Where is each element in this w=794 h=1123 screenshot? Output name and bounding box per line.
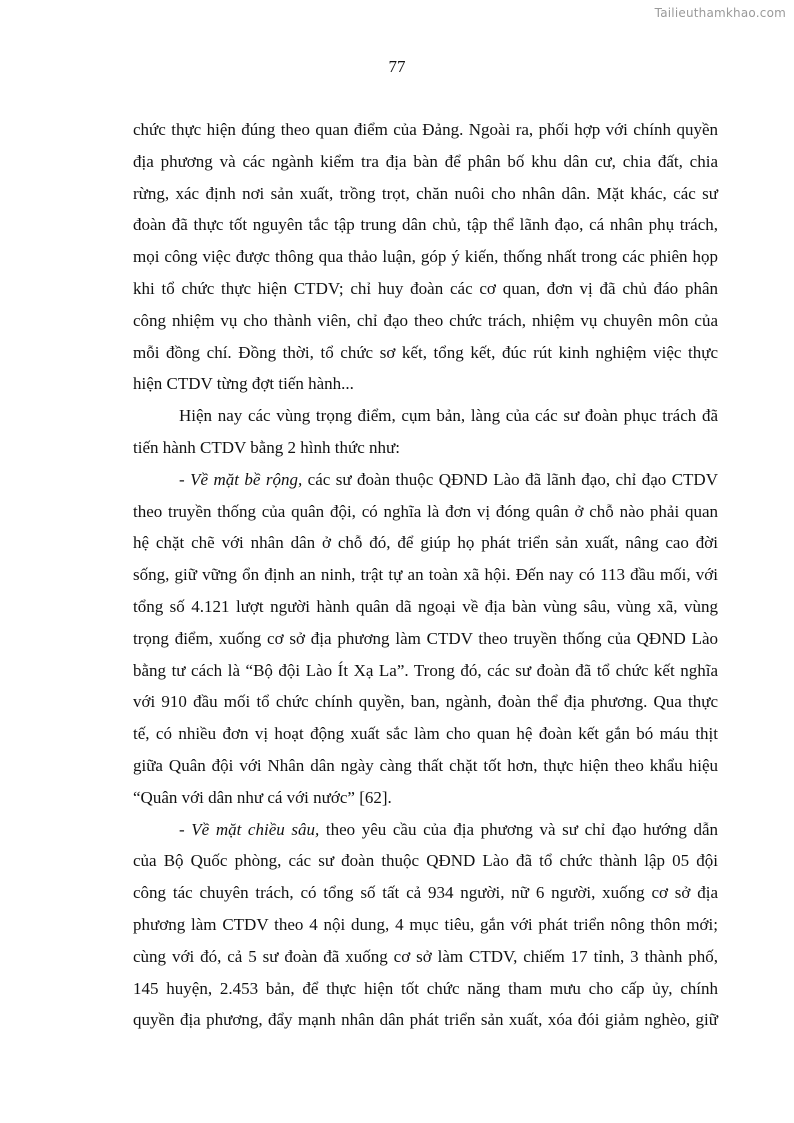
text-line: quyền địa phương, đẩy mạnh nhân dân phát triển sản xuất, xóa đói giảm nghèo, giữ xyxy=(133,1010,718,1030)
text-line: bằng tư cách là “Bộ đội Lào Ít Xạ La”. Trong đó, các sư đoàn đã tổ chức kết nghĩa xyxy=(133,660,718,680)
text-line: giữa Quân đội với Nhân dân ngày càng thất chặt tốt hơn, thực hiện theo khẩu hiệu xyxy=(133,755,718,775)
page-number: 77 xyxy=(388,57,406,76)
text-line: hệ chặt chẽ với nhân dân ở chỗ đó, để giúp họ phát triển sản xuất, nâng cao đời xyxy=(133,533,718,553)
text-line: tế, có nhiều đơn vị hoạt động xuất sắc làm cho quan hệ đoàn kết gắn bó máu thịt xyxy=(133,724,718,744)
text-line xyxy=(133,814,718,846)
italic-lead: - Về mặt chiều sâu, xyxy=(179,819,320,839)
text-line xyxy=(133,464,718,496)
text-line: mỗi đồng chí. Đồng thời, tổ chức sơ kết, tổng kết, đúc rút kinh nghiệm việc thực xyxy=(133,342,718,362)
text-line: công tác chuyên trách, có tổng số tất cả 934 người, nữ 6 người, xuống cơ sở địa xyxy=(133,883,718,903)
text-line: địa phương và các ngành kiểm tra địa bàn để phân bố khu dân cư, chia đất, chia xyxy=(133,151,718,171)
text-line: đoàn đã thực tốt nguyên tắc tập trung dân chủ, tập thể lãnh đạo, cá nhân phụ trách, xyxy=(133,215,718,235)
text-run: các sư đoàn thuộc QĐND Lào đã lãnh đạo, chỉ đạo CTDV xyxy=(302,469,718,489)
text-line: tổng số 4.121 lượt người hành quân dã ngoại về địa bàn vùng sâu, vùng xã, vùng xyxy=(133,596,718,616)
text-line: công nhiệm vụ cho thành viên, chỉ đạo theo chức trách, nhiệm vụ chuyên môn của xyxy=(133,310,718,330)
text-line: theo truyền thống của quân đội, có nghĩa là đơn vị đóng quân ở chỗ nào phải quan xyxy=(133,501,718,521)
text-line: phương làm CTDV theo 4 nội dung, 4 mục tiêu, gắn với phát triển nông thôn mới; xyxy=(133,914,718,934)
text-line: cùng với đó, cả 5 sư đoàn đã xuống cơ sở làm CTDV, chiếm 17 tỉnh, 3 thành phố, xyxy=(133,946,718,966)
body-text xyxy=(133,114,718,1036)
text-line: rừng, xác định nơi sản xuất, trồng trọt, chăn nuôi cho nhân dân. Mặt khác, các sư xyxy=(133,183,718,203)
paragraph-1 xyxy=(133,114,718,400)
text-line: với 910 đầu mối tổ chức chính quyền, ban, ngành, đoàn thể địa phương. Qua thực xyxy=(133,692,718,712)
text-line: của Bộ Quốc phòng, các sư đoàn thuộc QĐND Lào đã tổ chức thành lập 05 đội xyxy=(133,851,718,871)
text-line: Hiện nay các vùng trọng điểm, cụm bản, làng của các sư đoàn phục trách đã xyxy=(179,406,718,426)
text-run: theo yêu cầu của địa phương và sư chỉ đạo hướng dẫn xyxy=(319,819,718,839)
text-line: “Quân với dân như cá với nước” [62]. xyxy=(133,787,392,807)
paragraph-2 xyxy=(133,400,718,464)
text-line: tiến hành CTDV bằng 2 hình thức như: xyxy=(133,437,400,457)
text-line: mọi công việc được thông qua thảo luận, góp ý kiến, thống nhất trong các phiên họp xyxy=(133,247,718,267)
text-line: 145 huyện, 2.453 bản, để thực hiện tốt chức năng tham mưu cho cấp ủy, chính xyxy=(133,978,718,998)
paragraph-4 xyxy=(133,814,718,1037)
watermark: Tailieuthamkhao.com xyxy=(654,6,786,20)
text-line: sống, giữ vững ổn định an ninh, trật tự an toàn xã hội. Đến nay có 113 đầu mối, với xyxy=(133,565,718,585)
text-line: hiện CTDV từng đợt tiến hành... xyxy=(133,374,354,394)
text-line: khi tổ chức thực hiện CTDV; chỉ huy đoàn các cơ quan, đơn vị đã chủ đáo phân xyxy=(133,278,718,298)
text-line: chức thực hiện đúng theo quan điểm của Đảng. Ngoài ra, phối hợp với chính quyền xyxy=(133,120,718,139)
text-line: trọng điểm, xuống cơ sở địa phương làm CTDV theo truyền thống của QĐND Lào xyxy=(133,628,718,648)
italic-lead: - Về mặt bề rộng, xyxy=(179,469,303,489)
paragraph-3 xyxy=(133,464,718,814)
